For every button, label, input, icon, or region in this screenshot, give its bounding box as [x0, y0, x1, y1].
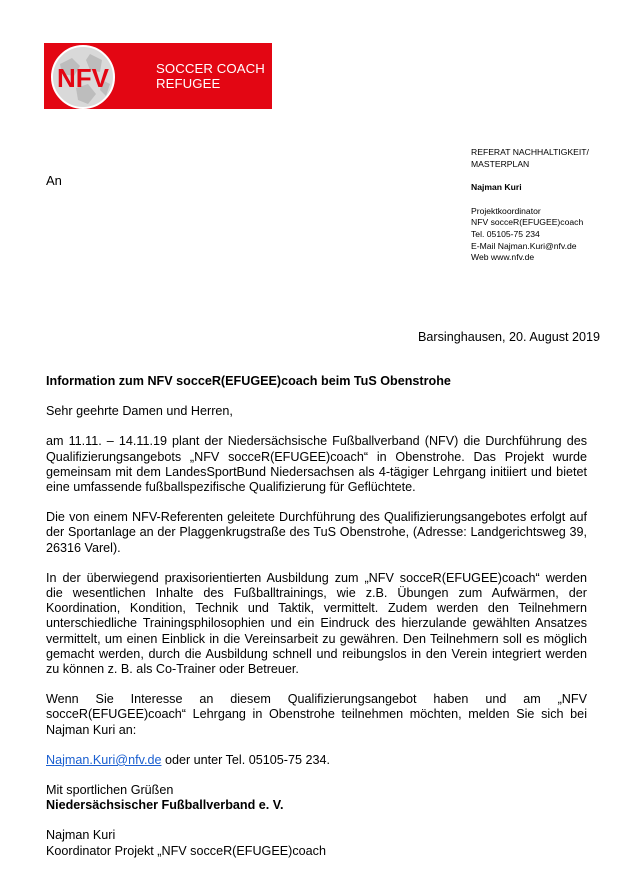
sender-block — [471, 147, 589, 264]
contact-phone-text: oder unter Tel. 05105-75 234. — [161, 752, 330, 767]
logo-line-1: SOCCER COACH — [156, 61, 265, 76]
signer-name: Najman Kuri — [46, 828, 116, 843]
subject-line: Information zum NFV socceR(EFUGEE)coach beim TuS Obenstrohe — [46, 374, 451, 388]
paragraph-2: Die von einem NFV-Referenten geleitete Durchführung des Qualifizierungsangebotes erfolgt auf der Sportanlage an der Plaggenkrugstraße des TuS Obenstrohe, (Adresse: Landgerichtsweg 39, 26316 Varel). — [46, 510, 587, 555]
letter-body — [46, 374, 587, 859]
closing-organization: Niedersächsischer Fußballverband e. V. — [46, 798, 284, 813]
closing-greeting: Mit sportlichen Grüßen — [46, 783, 174, 798]
sender-email: E-Mail Najman.Kuri@nfv.de — [471, 240, 577, 251]
contact-line — [46, 753, 587, 768]
soccer-ball-icon — [50, 44, 116, 109]
date-line: Barsinghausen, 20. August 2019 — [418, 330, 601, 344]
nfv-logo — [44, 43, 272, 109]
sender-name: Najman Kuri — [471, 182, 522, 193]
logo-brand-text: NFV — [57, 63, 109, 93]
paragraph-3: In der überwiegend praxisorientierten Ausbildung zum „NFV socceR(EFUGEE)coach“ werden die wesentlichen Inhalte des Fußballtrainings, wie z.B. Übungen zum Aufwärmen, der Koordination, Kondition, Technik und Taktik, vermittelt. Zudem werden den Teilnehmern unterschiedliche Trainingsphilosophien und ein Eindruck des hierzulande gewählten Ansatzes vermittelt, um einen Einblick in die Vereinsarbeit zu gewähren. Den Teilnehmern soll es möglich gemacht werden, durch die Ausbildung schnell und reibungslos in den Verein integriert werden zu können z. B. als Co-Trainer oder Betreuer. — [46, 570, 587, 677]
sender-project: NFV socceR(EFUGEE)coach — [471, 217, 584, 228]
paragraph-4: Wenn Sie Interesse an diesem Qualifizierungsangebot haben und am „NFV socceR(EFUGEE)coach“ Lehrgang in Obenstrohe teilnehmen möchten, melden Sie sich bei Najman Kuri an: — [46, 692, 587, 737]
email-link[interactable]: Najman.Kuri@nfv.de — [46, 752, 162, 767]
sender-role: Projektkoordinator — [471, 205, 541, 216]
salutation: Sehr geehrte Damen und Herren, — [46, 404, 233, 419]
sender-phone: Tel. 05105-75 234 — [471, 228, 540, 239]
paragraph-1: am 11.11. – 14.11.19 plant der Niedersächsische Fußballverband (NFV) die Durchführung des Qualifizierungsangebots „NFV socceR(EFUGEE)coach“ in Obenstrohe. Das Projekt wurde gemeinsam mit dem LandesSportBund Niedersachsen als 4-tägiger Lehrgang initiiert und bietet eine umfassende fußballspezifische Qualifizierung für Geflüchtete. — [46, 434, 587, 495]
sender-web: Web www.nfv.de — [471, 252, 535, 263]
logo-line-2: REFUGEE — [156, 76, 221, 91]
signer-title: Koordinator Projekt „NFV socceR(EFUGEE)coach — [46, 843, 326, 858]
recipient-label: An — [46, 173, 62, 188]
sender-department-line-1: REFERAT NACHHALTIGKEIT/ — [471, 147, 589, 157]
logo-text — [156, 61, 265, 91]
sender-department-line-2: MASTERPLAN — [471, 158, 530, 169]
